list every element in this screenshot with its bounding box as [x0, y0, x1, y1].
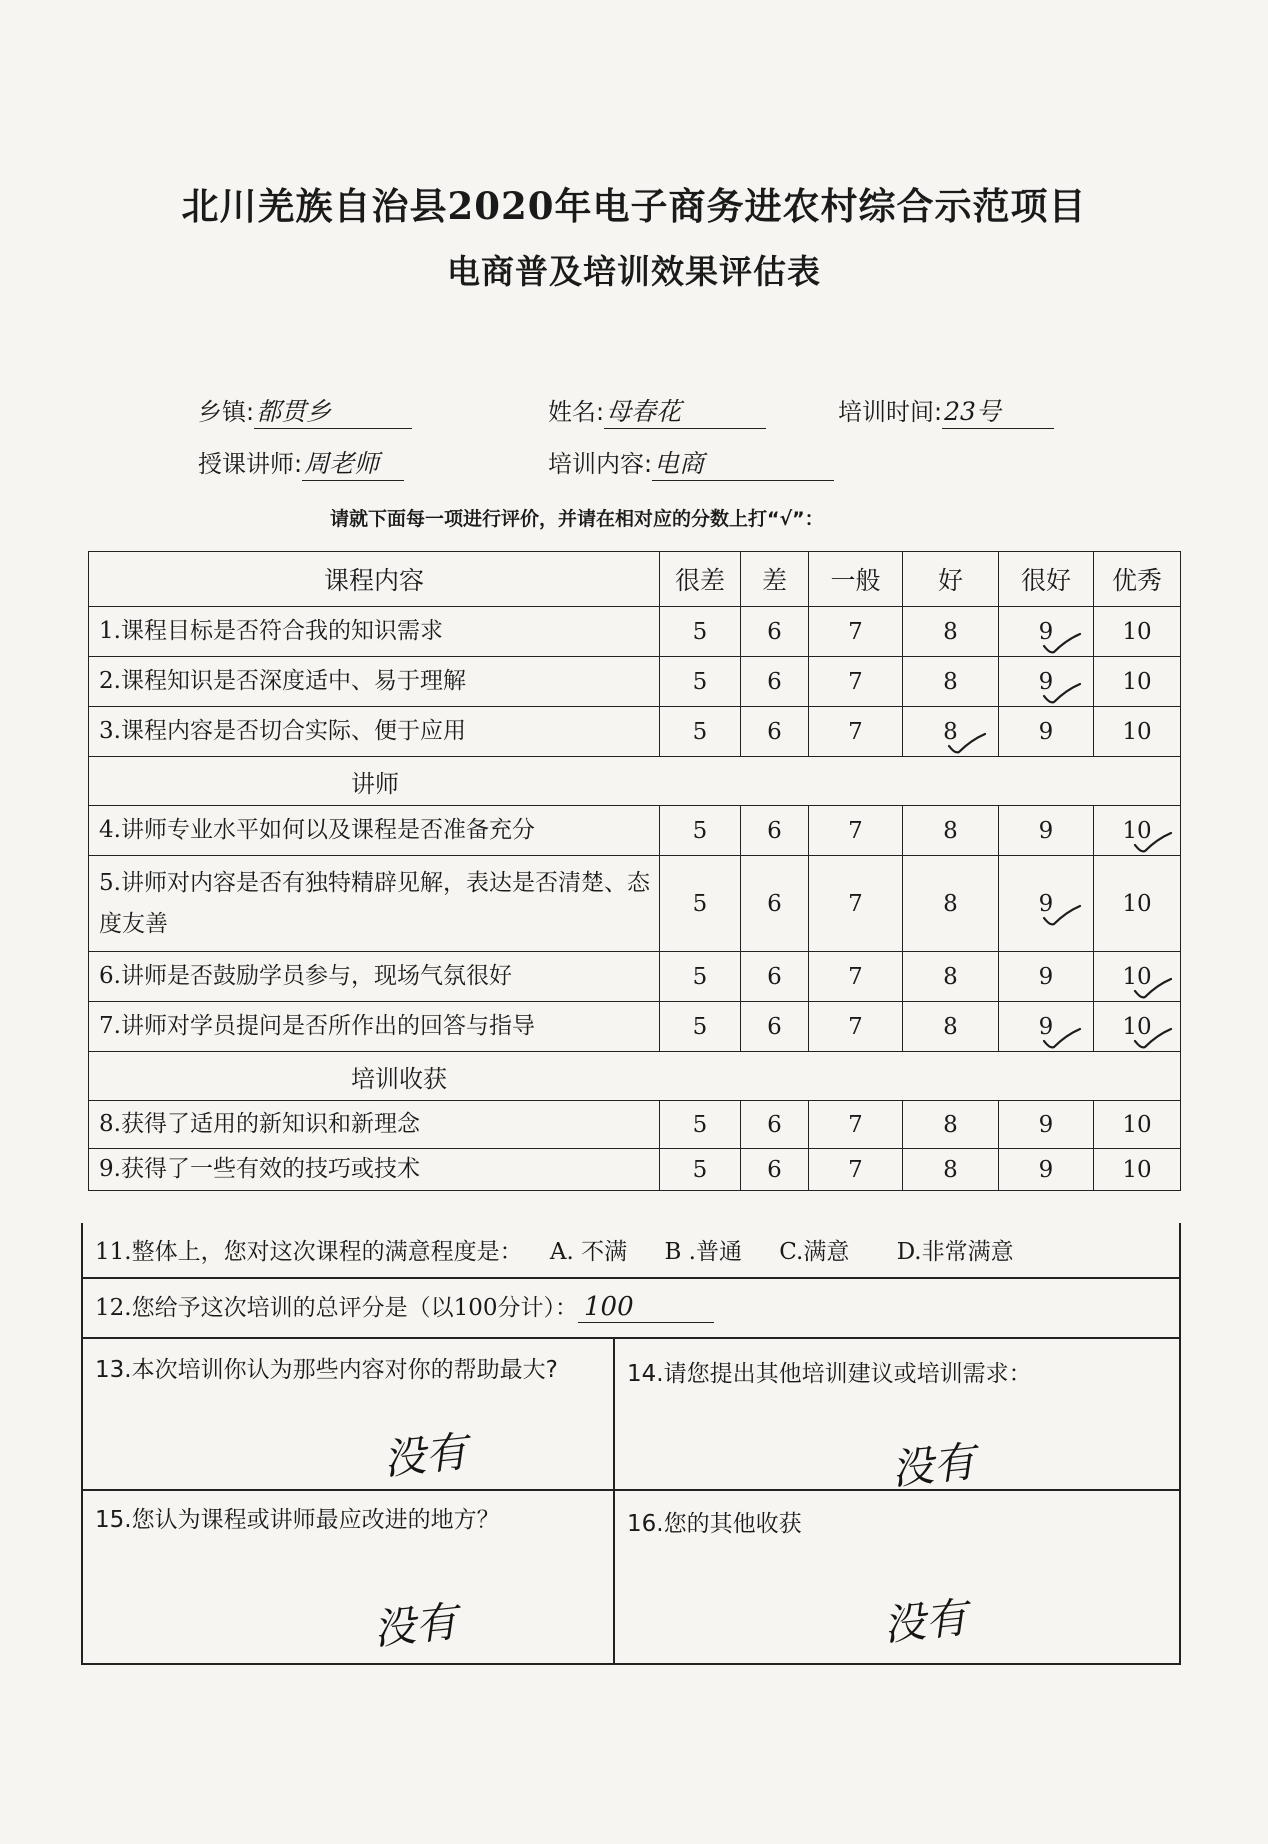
score-option-8[interactable]: [903, 1101, 999, 1149]
score-value: 8: [943, 668, 958, 695]
score-value: 10: [1122, 963, 1152, 990]
q11-question: 11.整体上，您对这次课程的满意程度是：: [95, 1239, 523, 1265]
q16-answer[interactable]: 没有: [880, 1592, 970, 1651]
q12-question: 12.您给予这次培训的总评分是（以100分计）：: [95, 1295, 578, 1321]
header-very-poor: 很差: [660, 552, 741, 607]
score-value: 5: [692, 817, 708, 844]
score-option-7[interactable]: [809, 806, 903, 856]
score-value: 10: [1122, 1013, 1152, 1040]
question-text: 2.课程知识是否深度适中、易于理解: [89, 657, 660, 707]
question-text: 8.获得了适用的新知识和新理念: [89, 1101, 660, 1149]
gain-section-title: 培训收获: [89, 1052, 1181, 1101]
q11-option-c[interactable]: C.满意: [779, 1239, 850, 1265]
score-value: 6: [767, 1013, 782, 1040]
score-value: 7: [848, 890, 863, 917]
q16-label: 16.您的其他收获: [627, 1511, 802, 1537]
score-option-9[interactable]: [999, 952, 1094, 1002]
form-subtitle: 电商普及培训效果评估表: [447, 252, 821, 291]
score-option-6[interactable]: [741, 856, 809, 952]
score-option-10[interactable]: [1094, 607, 1181, 657]
score-option-8[interactable]: [903, 952, 999, 1002]
score-option-6[interactable]: [741, 1002, 809, 1052]
score-value: 6: [767, 1156, 782, 1183]
town-label: 乡镇:: [198, 398, 255, 426]
score-option-5[interactable]: [660, 1149, 741, 1191]
town-value[interactable]: 都贯乡: [254, 392, 412, 429]
score-option-5[interactable]: [660, 806, 741, 856]
table-row: [89, 952, 1181, 1002]
q11-option-d[interactable]: D.非常满意: [896, 1239, 1014, 1265]
score-value: 6: [767, 963, 782, 990]
score-option-8[interactable]: [903, 657, 999, 707]
score-option-8[interactable]: [903, 856, 999, 952]
score-option-8[interactable]: [903, 806, 999, 856]
score-option-7[interactable]: [809, 1002, 903, 1052]
score-value: 6: [767, 890, 782, 917]
score-option-7[interactable]: [809, 707, 903, 757]
score-option-7[interactable]: [809, 856, 903, 952]
content-field: [548, 444, 834, 481]
score-option-9[interactable]: [999, 1149, 1094, 1191]
score-value: 5: [692, 718, 708, 745]
score-value: 6: [767, 817, 782, 844]
gain-section-row: [89, 1052, 1181, 1101]
score-option-10[interactable]: [1094, 707, 1181, 757]
score-value: 9: [1038, 718, 1054, 745]
score-option-7[interactable]: [809, 607, 903, 657]
score-option-9[interactable]: [999, 1002, 1094, 1052]
question-text: 4.讲师专业水平如何以及课程是否准备充分: [89, 806, 660, 856]
score-value: 10: [1122, 618, 1152, 645]
score-value: 8: [943, 1013, 958, 1040]
form-title: 北川羌族自治县2020年电子商务进农村综合示范项目: [181, 184, 1087, 228]
score-option-5[interactable]: [660, 952, 741, 1002]
score-option-5[interactable]: [660, 707, 741, 757]
q12-score-value[interactable]: 100: [578, 1292, 714, 1323]
score-value: 8: [943, 817, 958, 844]
divider: [83, 1277, 1179, 1279]
score-option-5[interactable]: [660, 657, 741, 707]
score-option-7[interactable]: [809, 1101, 903, 1149]
score-option-10[interactable]: [1094, 1002, 1181, 1052]
table-row: [89, 856, 1181, 952]
content-value[interactable]: 电商: [652, 444, 834, 481]
score-value: 7: [848, 718, 863, 745]
name-field: [548, 392, 766, 429]
header-very-good: 很好: [999, 552, 1094, 607]
score-option-10[interactable]: [1094, 1149, 1181, 1191]
divider: [83, 1337, 1179, 1339]
score-option-9[interactable]: [999, 657, 1094, 707]
score-value: 5: [692, 963, 708, 990]
score-value: 10: [1122, 718, 1152, 745]
score-value: 9: [1038, 1111, 1054, 1138]
score-value: 8: [943, 618, 958, 645]
score-option-6[interactable]: [741, 806, 809, 856]
score-option-7[interactable]: [809, 657, 903, 707]
score-value: 8: [943, 963, 958, 990]
q15-label: 15.您认为课程或讲师最应改进的地方？: [95, 1507, 500, 1533]
header-average: 一般: [809, 552, 903, 607]
evaluation-table: [88, 551, 1181, 1191]
score-value: 7: [848, 1156, 863, 1183]
question-text: 9.获得了一些有效的技巧或技术: [89, 1149, 660, 1191]
time-label: 培训时间:: [838, 398, 943, 426]
score-value: 7: [848, 963, 863, 990]
score-option-7[interactable]: [809, 952, 903, 1002]
score-value: 7: [848, 1111, 863, 1138]
town-field: [198, 392, 412, 429]
header-course-content: 课程内容: [89, 552, 660, 607]
score-option-8[interactable]: [903, 707, 999, 757]
score-value: 6: [767, 668, 782, 695]
score-value: 5: [692, 890, 708, 917]
score-value: 8: [943, 890, 958, 917]
instruction-text: 请就下面每一项进行评价，并请在相对应的分数上打“√”：: [330, 508, 824, 530]
divider: [613, 1337, 615, 1663]
table-row: [89, 607, 1181, 657]
table-header-row: [89, 552, 1181, 607]
score-option-8[interactable]: [903, 1002, 999, 1052]
q11-label: [95, 1233, 1014, 1266]
score-option-10[interactable]: [1094, 806, 1181, 856]
score-option-6[interactable]: [741, 707, 809, 757]
open-questions-area: [81, 1223, 1181, 1665]
question-text: 3.课程内容是否切合实际、便于应用: [89, 707, 660, 757]
score-value: 9: [1038, 668, 1054, 695]
score-value: 9: [1038, 1156, 1054, 1183]
score-value: 7: [848, 668, 863, 695]
score-option-5[interactable]: [660, 607, 741, 657]
score-value: 5: [692, 668, 708, 695]
header-excellent: 优秀: [1094, 552, 1181, 607]
score-option-10[interactable]: [1094, 657, 1181, 707]
question-text: 5.讲师对内容是否有独特精辟见解，表达是否清楚、态度友善: [89, 856, 660, 952]
score-value: 5: [692, 1111, 708, 1138]
score-option-5[interactable]: [660, 856, 741, 952]
divider: [83, 1489, 1179, 1491]
score-option-8[interactable]: [903, 607, 999, 657]
score-value: 9: [1038, 1013, 1054, 1040]
score-value: 7: [848, 817, 863, 844]
score-value: 10: [1122, 1156, 1152, 1183]
score-value: 9: [1038, 963, 1054, 990]
content-label: 培训内容:: [548, 450, 653, 478]
score-option-9[interactable]: [999, 806, 1094, 856]
q14-answer[interactable]: 没有: [888, 1436, 978, 1495]
name-value[interactable]: 母春花: [604, 392, 766, 429]
q15-answer[interactable]: 没有: [370, 1596, 460, 1655]
teacher-value[interactable]: 周老师: [302, 444, 404, 481]
header-poor: 差: [741, 552, 809, 607]
score-option-6[interactable]: [741, 657, 809, 707]
score-option-9[interactable]: [999, 856, 1094, 952]
score-option-9[interactable]: [999, 607, 1094, 657]
score-option-10[interactable]: [1094, 952, 1181, 1002]
score-value: 6: [767, 618, 782, 645]
score-option-9[interactable]: [999, 707, 1094, 757]
q13-label: 13.本次培训你认为那些内容对你的帮助最大?: [95, 1357, 558, 1383]
table-row: [89, 657, 1181, 707]
score-value: 5: [692, 1013, 708, 1040]
question-text: 1.课程目标是否符合我的知识需求: [89, 607, 660, 657]
score-value: 8: [943, 1156, 958, 1183]
score-value: 9: [1038, 890, 1054, 917]
score-option-8[interactable]: [903, 1149, 999, 1191]
score-value: 10: [1122, 668, 1152, 695]
score-value: 10: [1122, 1111, 1152, 1138]
score-value: 8: [943, 1111, 958, 1138]
score-option-5[interactable]: [660, 1101, 741, 1149]
table-row: [89, 806, 1181, 856]
lecturer-section-row: [89, 757, 1181, 806]
score-value: 7: [848, 1013, 863, 1040]
score-option-6[interactable]: [741, 1101, 809, 1149]
q11-option-a[interactable]: A. 不满: [549, 1239, 628, 1265]
header-good: 好: [903, 552, 999, 607]
score-value: 6: [767, 718, 782, 745]
score-value: 7: [848, 618, 863, 645]
score-value: 10: [1122, 890, 1152, 917]
q12-label: [95, 1289, 714, 1323]
score-option-7[interactable]: [809, 1149, 903, 1191]
score-value: 10: [1122, 817, 1152, 844]
score-option-9[interactable]: [999, 1101, 1094, 1149]
question-text: 6.讲师是否鼓励学员参与，现场气氛很好: [89, 952, 660, 1002]
teacher-field: [198, 444, 404, 481]
question-text: 7.讲师对学员提问是否所作出的回答与指导: [89, 1002, 660, 1052]
lecturer-section-title: 讲师: [89, 757, 1181, 806]
score-option-6[interactable]: [741, 952, 809, 1002]
table-row: [89, 1002, 1181, 1052]
score-value: 5: [692, 1156, 708, 1183]
teacher-label: 授课讲师:: [198, 450, 303, 478]
time-field: [838, 392, 1054, 429]
score-value: 9: [1038, 817, 1054, 844]
score-value: 9: [1038, 618, 1054, 645]
q14-label: 14.请您提出其他培训建议或培训需求：: [627, 1361, 1032, 1387]
q11-option-b[interactable]: B .普通: [664, 1239, 742, 1265]
name-label: 姓名:: [548, 398, 605, 426]
score-value: 8: [943, 718, 958, 745]
q13-answer[interactable]: 没有: [380, 1426, 470, 1485]
table-row: [89, 1149, 1181, 1191]
score-value: 6: [767, 1111, 782, 1138]
score-option-6[interactable]: [741, 1149, 809, 1191]
time-value[interactable]: 23号: [942, 392, 1054, 429]
table-row: [89, 707, 1181, 757]
table-row: [89, 1101, 1181, 1149]
score-option-6[interactable]: [741, 607, 809, 657]
score-option-10[interactable]: [1094, 856, 1181, 952]
score-value: 5: [692, 618, 708, 645]
score-option-10[interactable]: [1094, 1101, 1181, 1149]
score-option-5[interactable]: [660, 1002, 741, 1052]
